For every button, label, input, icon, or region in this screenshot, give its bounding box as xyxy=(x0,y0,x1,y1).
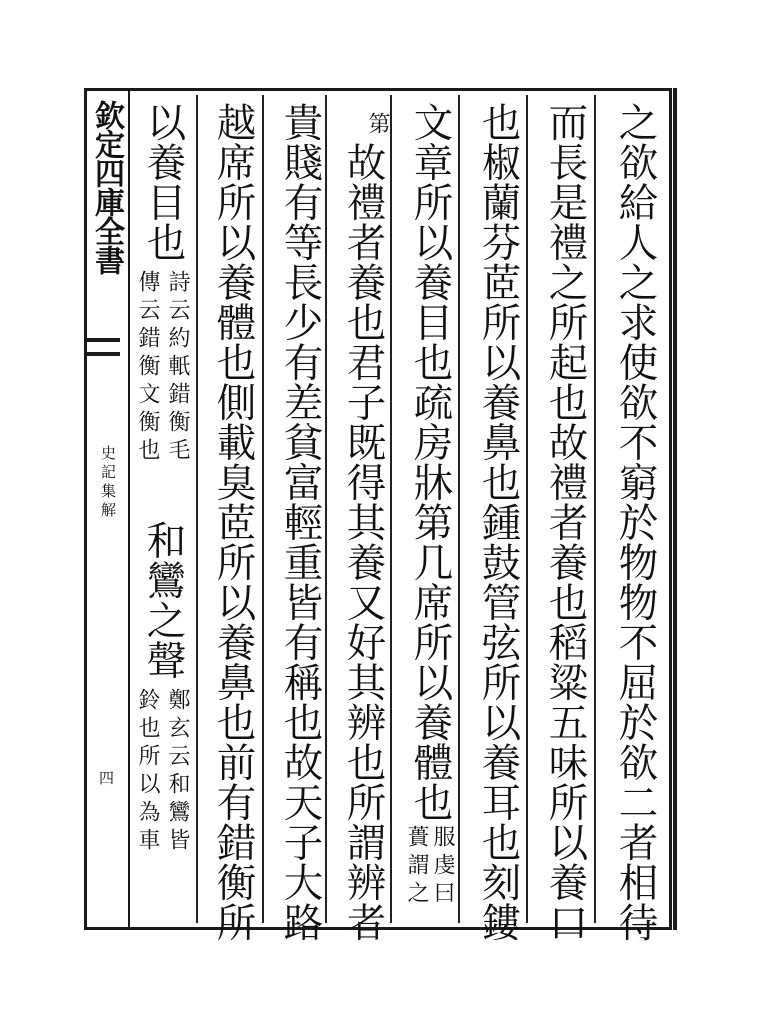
text-column-7: 越席所以養體也側載臭茝所以養鼻也前有錯衡所 xyxy=(210,102,257,942)
column-rule xyxy=(390,95,392,923)
annotation-right: 鄭玄云和鸞皆 xyxy=(165,688,190,856)
fish-tail-mark xyxy=(86,338,120,356)
text-column-4: 文章所以養目也疏房牀第几席所以養體也 xyxy=(407,102,454,822)
text-column-3: 也椒蘭芬茝所以養鼻也鍾鼓管弦所以養耳也刻鏤 xyxy=(475,102,522,942)
text-column-5: 故禮者養也君子既得其養又好其辨也所謂辨者 xyxy=(340,142,387,942)
text-column-8-part2: 和鸞之聲 xyxy=(140,520,187,680)
annotation-right: 服虔曰 xyxy=(430,825,455,909)
annotation-top: 第 xyxy=(365,112,390,140)
annotation-left: 傳云錯衡文衡也 xyxy=(135,270,160,466)
page-frame-inner-rule xyxy=(673,88,677,930)
page-edge-rule xyxy=(128,88,130,930)
margin-section-title: 史記集解 xyxy=(99,445,117,521)
column-rule xyxy=(458,95,460,923)
column-rule xyxy=(325,95,327,923)
column-rule xyxy=(526,95,528,923)
margin-page-number: 四 xyxy=(97,770,115,789)
column-rule xyxy=(262,95,264,923)
annotation-left: 蕢謂之 xyxy=(404,825,429,909)
margin-book-title: 欽定四庫全書 xyxy=(89,100,124,274)
text-column-1: 之欲給人之求使欲不窮於物物不屈於欲二者相待 xyxy=(612,102,659,942)
text-column-2: 而長是禮之所起也故禮者養也稻粱五味所以養口 xyxy=(542,102,589,942)
text-column-6: 貴賤有等長少有差貧富輕重皆有稱也故天子大路 xyxy=(277,102,324,942)
annotation-right: 詩云約軝錯衡毛 xyxy=(165,270,190,466)
annotation-left: 鈴也所以為車 xyxy=(135,688,160,856)
column-rule xyxy=(196,95,198,923)
column-rule xyxy=(594,95,596,923)
text-column-8-part1: 以養目也 xyxy=(140,102,187,262)
